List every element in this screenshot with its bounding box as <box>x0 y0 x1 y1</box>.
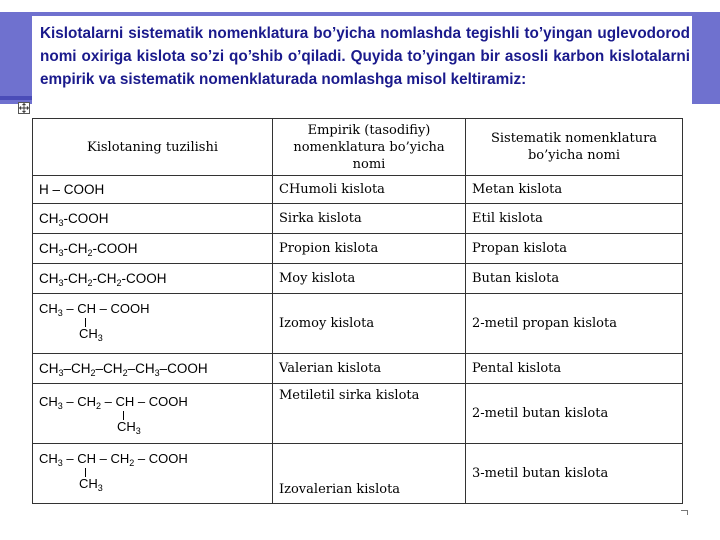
table-row <box>33 294 683 354</box>
table-row <box>33 444 683 504</box>
formula-cell: $CH_3$ – CH – $CH_2$ – COOH $CH_3$ <box>33 444 273 504</box>
intro-paragraph: Kislotalarni sistematik nomenklatura bo’yicha nomlashda tegishli to’yingan uglevodorod nomi oxiriga kislota so’zi qo’shib o’qiladi. Quyida to’yingan bir asosli karbon kislotalarni empirik va sistematik nomenklaturada nomlashga misol keltiramiz: <box>40 25 690 88</box>
table-row <box>33 384 683 444</box>
nomenclature-table <box>32 118 683 504</box>
move-icon <box>19 103 29 113</box>
formula-cell: $CH_3 - CH_2$ – CH – COOH $CH_3$ <box>33 384 273 444</box>
systematic-cell: 3-metil butan kislota <box>466 444 683 504</box>
systematic-cell: Pental kislota <box>466 354 683 384</box>
table-row <box>33 264 683 294</box>
empirical-cell: Propion kislota <box>273 234 466 264</box>
empirical-cell: CHumoli kislota <box>273 176 466 204</box>
table-row <box>33 354 683 384</box>
empirical-cell: Izomoy kislota <box>273 294 466 354</box>
systematic-cell: Metan kislota <box>466 176 683 204</box>
formula-cell: H – COOH <box>33 176 273 204</box>
corner-mark <box>681 510 688 515</box>
formula-cell: $CH_3-CH_2-CH_2-CH_3$–COOH <box>33 354 273 384</box>
header-systematic: Sistematik nomenklatura bo’yicha nomi <box>466 119 683 176</box>
empirical-cell: Valerian kislota <box>273 354 466 384</box>
table-row <box>33 234 683 264</box>
empirical-cell: Moy kislota <box>273 264 466 294</box>
table-move-handle[interactable] <box>18 102 30 114</box>
table-row <box>33 204 683 234</box>
empirical-cell: Metiletil sirka kislota <box>273 384 466 444</box>
systematic-cell: Etil kislota <box>466 204 683 234</box>
table-header-row <box>33 119 683 176</box>
table-row <box>33 176 683 204</box>
systematic-cell: Butan kislota <box>466 264 683 294</box>
empirical-cell: Sirka kislota <box>273 204 466 234</box>
systematic-cell: 2-metil propan kislota <box>466 294 683 354</box>
formula-cell: $CH_3-CH_2$-COOH <box>33 234 273 264</box>
formula-cell: $CH_3-CH_2-CH_2$-COOH <box>33 264 273 294</box>
empirical-cell: Izovalerian kislota <box>273 444 466 504</box>
systematic-cell: Propan kislota <box>466 234 683 264</box>
formula-cell: $CH_3$ – CH – COOH $CH_3$ <box>33 294 273 354</box>
slide-accent-right <box>692 12 720 104</box>
formula-cell: $CH_3$-COOH <box>33 204 273 234</box>
systematic-cell: 2-metil butan kislota <box>466 384 683 444</box>
header-empirical: Empirik (tasodifiy) nomenklatura bo’yicha nomi <box>273 119 466 176</box>
header-structure: Kislotaning tuzilishi <box>33 119 273 176</box>
